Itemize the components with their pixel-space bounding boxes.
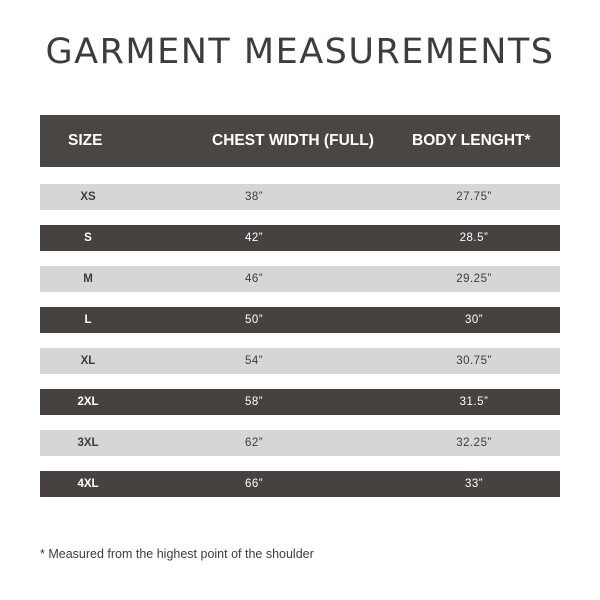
header-body-length: BODY LENGHT* (412, 132, 531, 149)
chest-cell: 46” (244, 273, 264, 285)
length-cell: 33” (464, 478, 484, 490)
table-header (40, 115, 560, 167)
table-row (40, 389, 560, 415)
length-cell: 29.25” (456, 273, 492, 285)
size-cell: XL (80, 355, 96, 367)
table-row (40, 430, 560, 456)
length-cell: 31.5” (459, 396, 489, 408)
size-cell: XS (80, 191, 96, 203)
length-cell: 30.75” (456, 355, 492, 367)
table-row (40, 266, 560, 292)
chest-cell: 50” (244, 314, 264, 326)
table-row (40, 471, 560, 497)
chest-cell: 58” (244, 396, 264, 408)
header-size: SIZE (68, 132, 103, 149)
chest-cell: 54” (244, 355, 264, 367)
table-row (40, 307, 560, 333)
size-cell: M (83, 273, 93, 285)
table-row (40, 348, 560, 374)
size-cell: 3XL (77, 437, 99, 449)
chest-cell: 42” (244, 232, 264, 244)
size-cell: 4XL (77, 478, 99, 490)
table-row (40, 225, 560, 251)
length-cell: 30” (464, 314, 484, 326)
header-chest-width: CHEST WIDTH (FULL) (212, 132, 374, 149)
length-cell: 27.75” (456, 191, 492, 203)
size-cell: 2XL (77, 396, 99, 408)
chest-cell: 38” (244, 191, 264, 203)
chest-cell: 66” (244, 478, 264, 490)
length-cell: 32.25” (456, 437, 492, 449)
table-row (40, 184, 560, 210)
size-cell: S (84, 232, 92, 244)
chest-cell: 62” (244, 437, 264, 449)
page-title: GARMENT MEASUREMENTS (45, 32, 555, 72)
footnote: * Measured from the highest point of the shoulder (40, 547, 314, 561)
length-cell: 28.5” (459, 232, 489, 244)
size-cell: L (84, 314, 92, 326)
table-body (40, 184, 560, 512)
